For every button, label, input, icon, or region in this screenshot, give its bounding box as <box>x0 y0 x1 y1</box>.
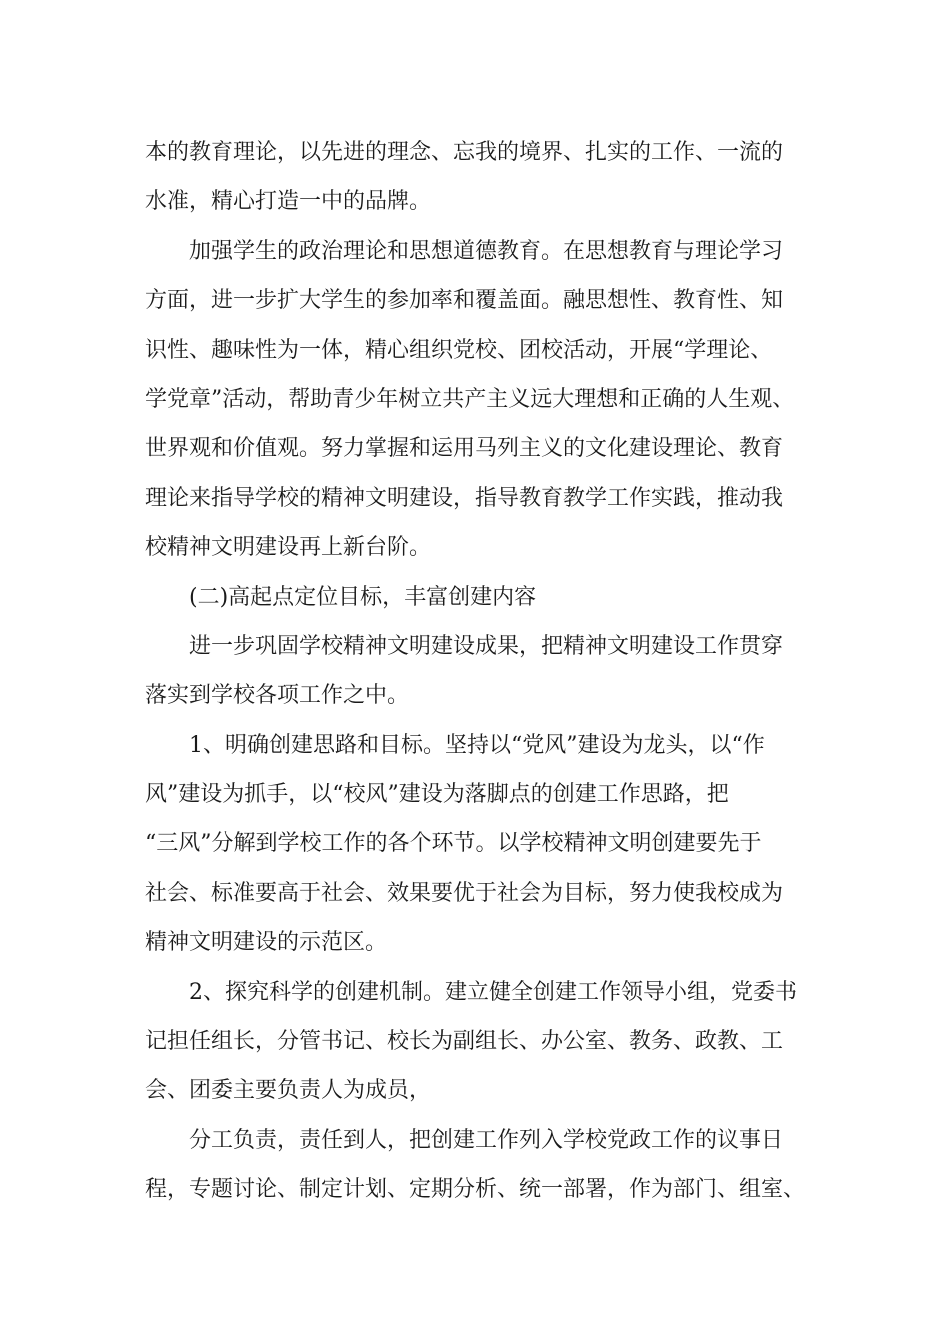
text-line: 风”建设为抓手，以“校风”建设为落脚点的创建工作思路，把 <box>145 782 729 808</box>
text-line: 记担任组长，分管书记、校长为副组长、办公室、教务、政教、工 <box>145 1029 784 1055</box>
text-line: 会、团委主要负责人为成员， <box>145 1078 432 1104</box>
text-line: 精神文明建设的示范区。 <box>145 930 388 956</box>
text-line: 2、探究科学的创建机制。建立健全创建工作领导小组，党委书 <box>189 979 797 1005</box>
text-line: 方面，进一步扩大学生的参加率和覆盖面。融思想性、教育性、知 <box>145 288 784 314</box>
text-line: 水准，精心打造一中的品牌。 <box>145 189 432 215</box>
section-heading: (二)高起点定位目标，丰富创建内容 <box>189 584 537 610</box>
text-line: “三风”分解到学校工作的各个环节。以学校精神文明创建要先于 <box>145 831 762 857</box>
document-body <box>145 128 807 1215</box>
text-line: 1、明确创建思路和目标。坚持以“党风”建设为龙头，以“作 <box>189 732 765 758</box>
text-line: 进一步巩固学校精神文明建设成果，把精神文明建设工作贯穿 <box>189 633 784 659</box>
text-line: 程，专题讨论、制定计划、定期分析、统一部署，作为部门、组室、 <box>145 1177 806 1203</box>
text-line: 社会、标准要高于社会、效果要优于社会为目标，努力使我校成为 <box>145 880 784 906</box>
text-line: 加强学生的政治理论和思想道德教育。在思想教育与理论学习 <box>189 238 784 264</box>
text-line: 理论来指导学校的精神文明建设，指导教育教学工作实践，推动我 <box>145 485 784 511</box>
text-line: 世界观和价值观。努力掌握和运用马列主义的文化建设理论、教育 <box>145 436 784 462</box>
text-line: 识性、趣味性为一体，精心组织党校、团校活动，开展“学理论、 <box>145 337 773 363</box>
text-line: 校精神文明建设再上新台阶。 <box>145 535 432 561</box>
text-line: 分工负责，责任到人，把创建工作列入学校党政工作的议事日 <box>189 1127 784 1153</box>
text-line: 落实到学校各项工作之中。 <box>145 683 410 709</box>
text-line: 本的教育理论，以先进的理念、忘我的境界、扎实的工作、一流的 <box>145 140 784 165</box>
text-line: 学党章”活动，帮助青少年树立共产主义远大理想和正确的人生观、 <box>145 386 795 412</box>
